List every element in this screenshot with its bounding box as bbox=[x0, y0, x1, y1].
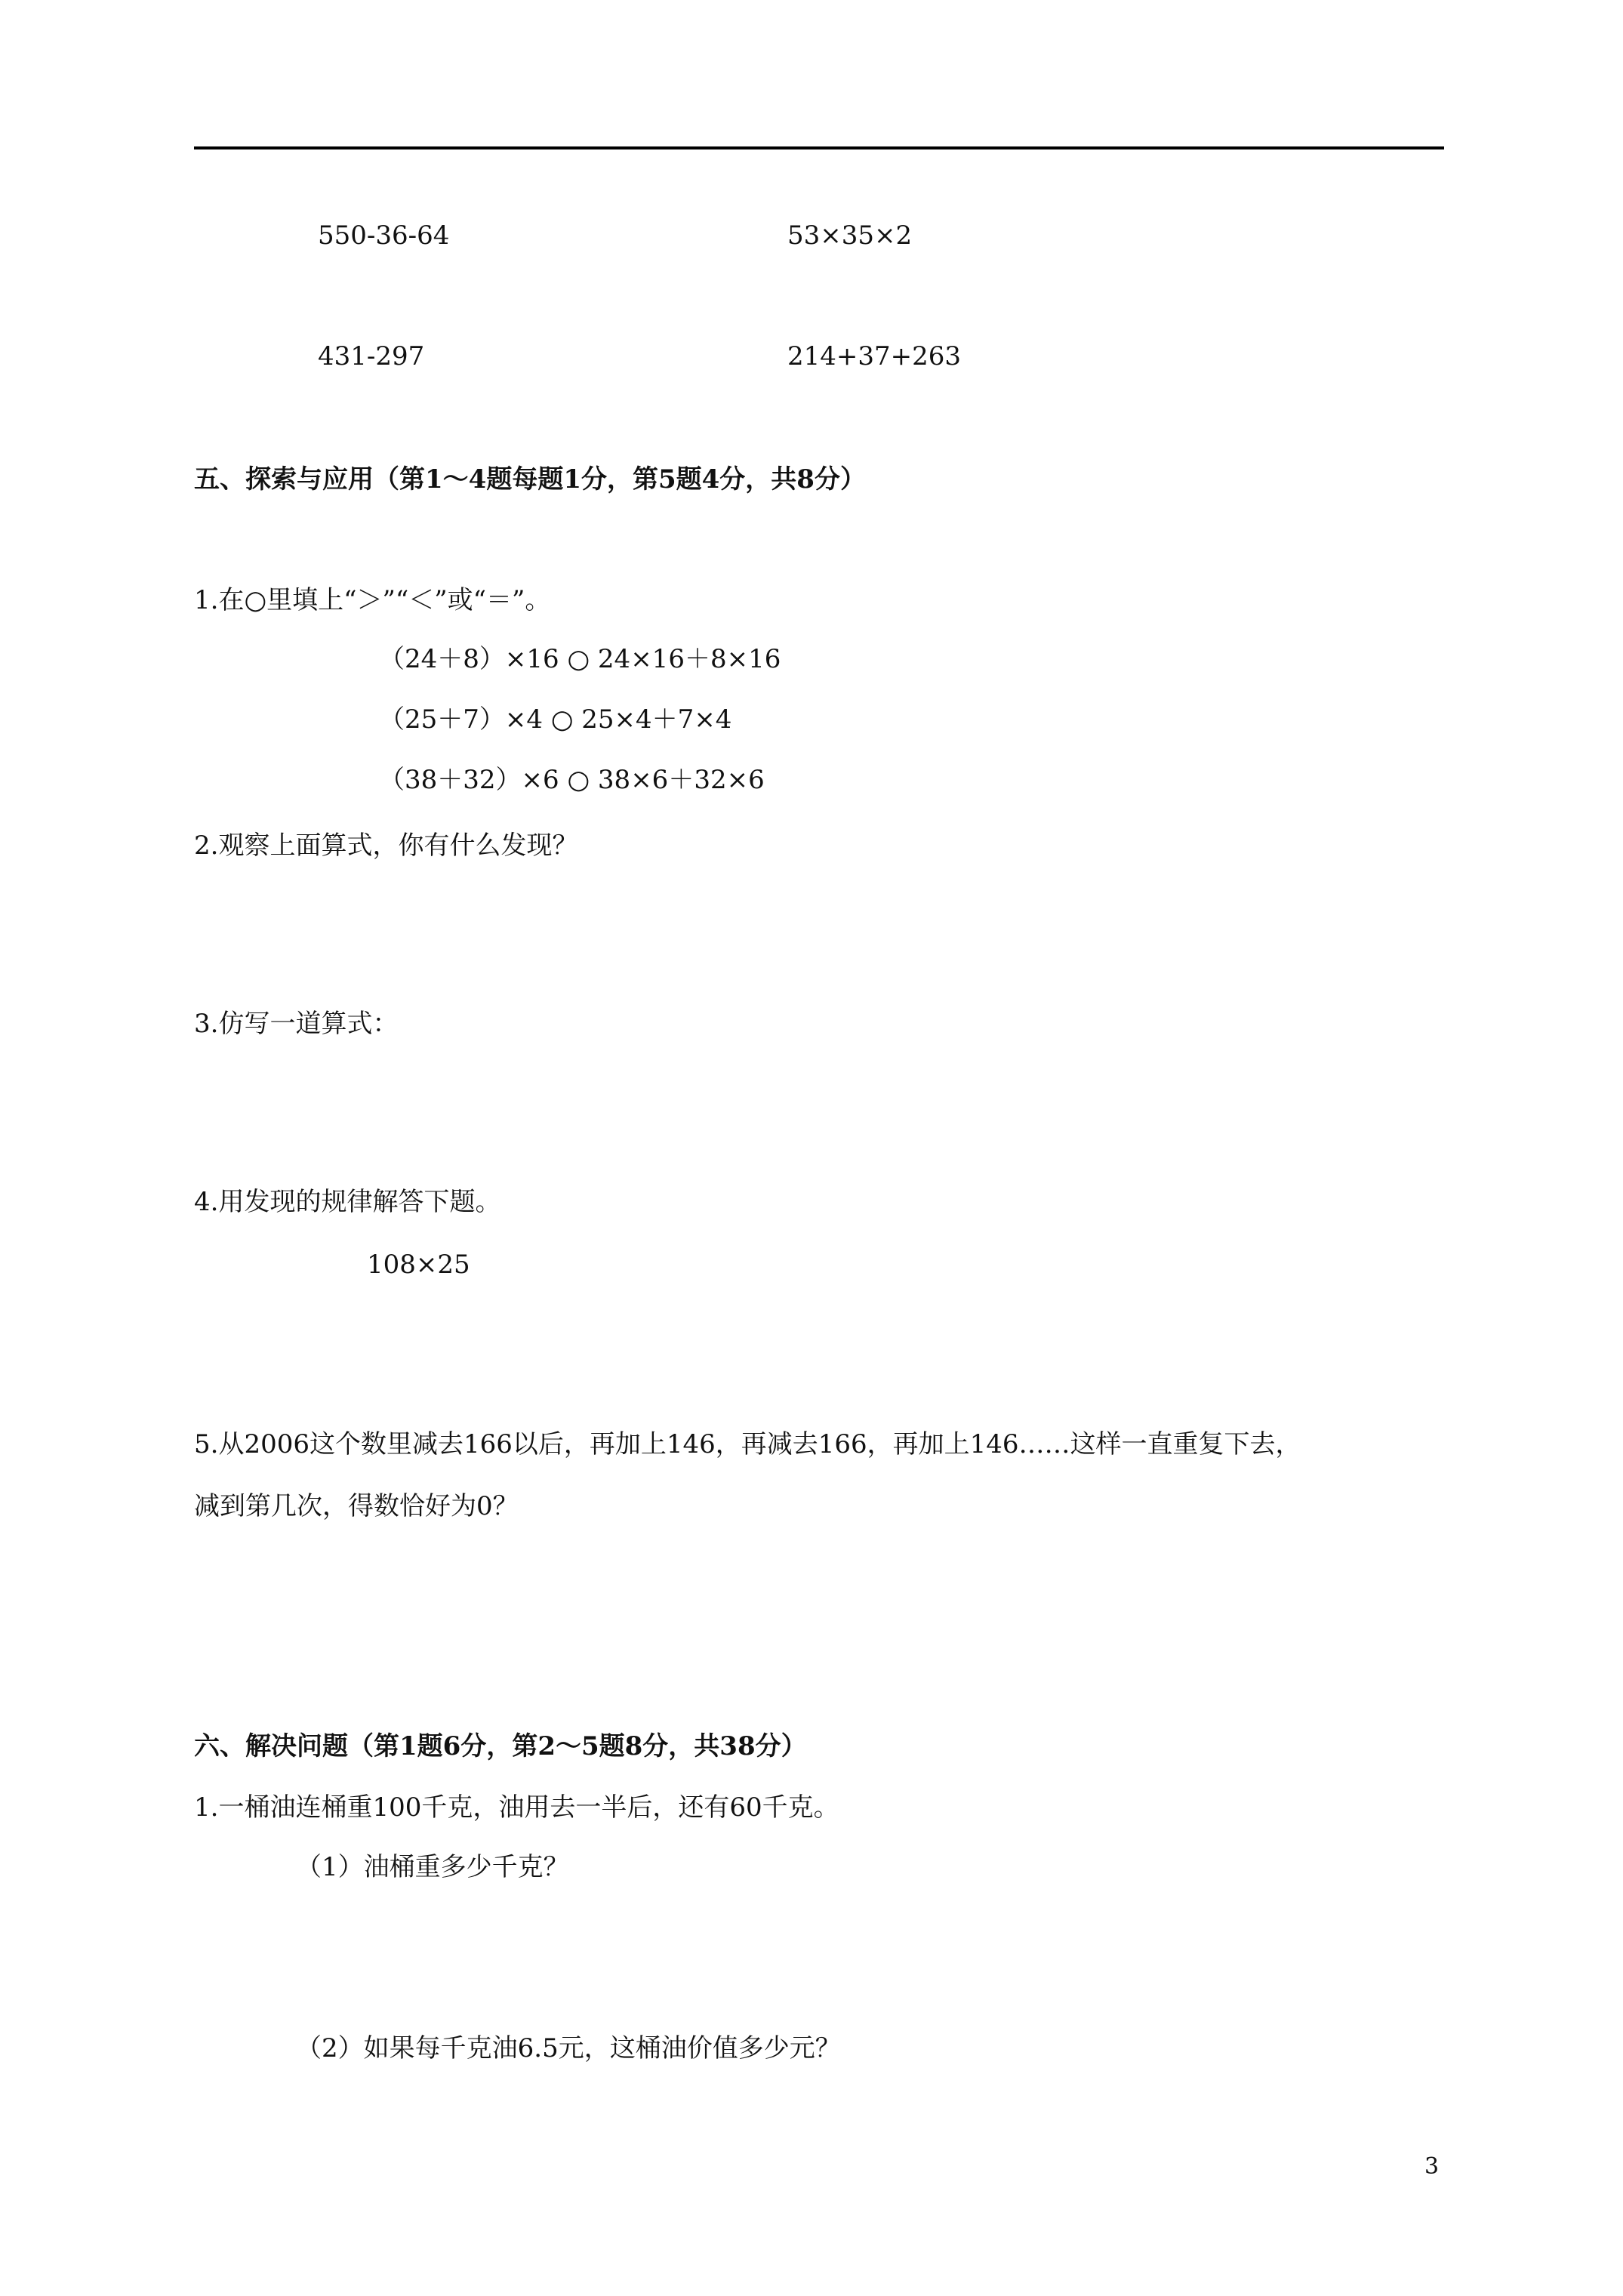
section5-question-2: 2.观察上面算式，你有什么发现？ bbox=[194, 831, 578, 861]
section5-question-1: 1.在○里填上“＞”“＜”或“＝”。 bbox=[194, 585, 551, 615]
compare-row-3: （38＋32）×6 ○ 38×6＋32×6 bbox=[379, 765, 765, 795]
expression-214+37+263: 214+37+263 bbox=[787, 341, 962, 371]
section5-heading: 五、探索与应用（第1～4题每题1分，第5题4分，共8分） bbox=[194, 464, 866, 495]
section6-question-1-sub-1: （1）油桶重多少千克？ bbox=[296, 1852, 569, 1882]
header-rule bbox=[194, 146, 1444, 149]
expression-550-36-64: 550-36-64 bbox=[318, 220, 450, 251]
section6-question-1-sub-2: （2）如果每千克油6.5元，这桶油价值多少元？ bbox=[296, 2033, 841, 2063]
section6-heading: 六、解决问题（第1题6分，第2～5题8分，共38分） bbox=[194, 1731, 807, 1761]
expression-53x35x2: 53×35×2 bbox=[787, 220, 913, 251]
section6-question-1: 1.一桶油连桶重100千克，油用去一半后，还有60千克。 bbox=[194, 1792, 839, 1823]
compare-row-1: （24＋8）×16 ○ 24×16＋8×16 bbox=[379, 644, 781, 674]
section5-question-3: 3.仿写一道算式： bbox=[194, 1009, 399, 1039]
section5-question-5-line-1: 5.从2006这个数里减去166以后，再加上146，再减去166，再加上146……这样一直重复下去， bbox=[194, 1429, 1301, 1459]
compare-row-2: （25＋7）×4 ○ 25×4＋7×4 bbox=[379, 704, 732, 735]
section5-question-4: 4.用发现的规律解答下题。 bbox=[194, 1187, 501, 1217]
section5-question-5-line-2: 减到第几次，得数恰好为0？ bbox=[194, 1491, 519, 1521]
page-number: 3 bbox=[1424, 2153, 1440, 2180]
expression-108x25: 108×25 bbox=[367, 1250, 470, 1280]
expression-431-297: 431-297 bbox=[318, 341, 425, 371]
